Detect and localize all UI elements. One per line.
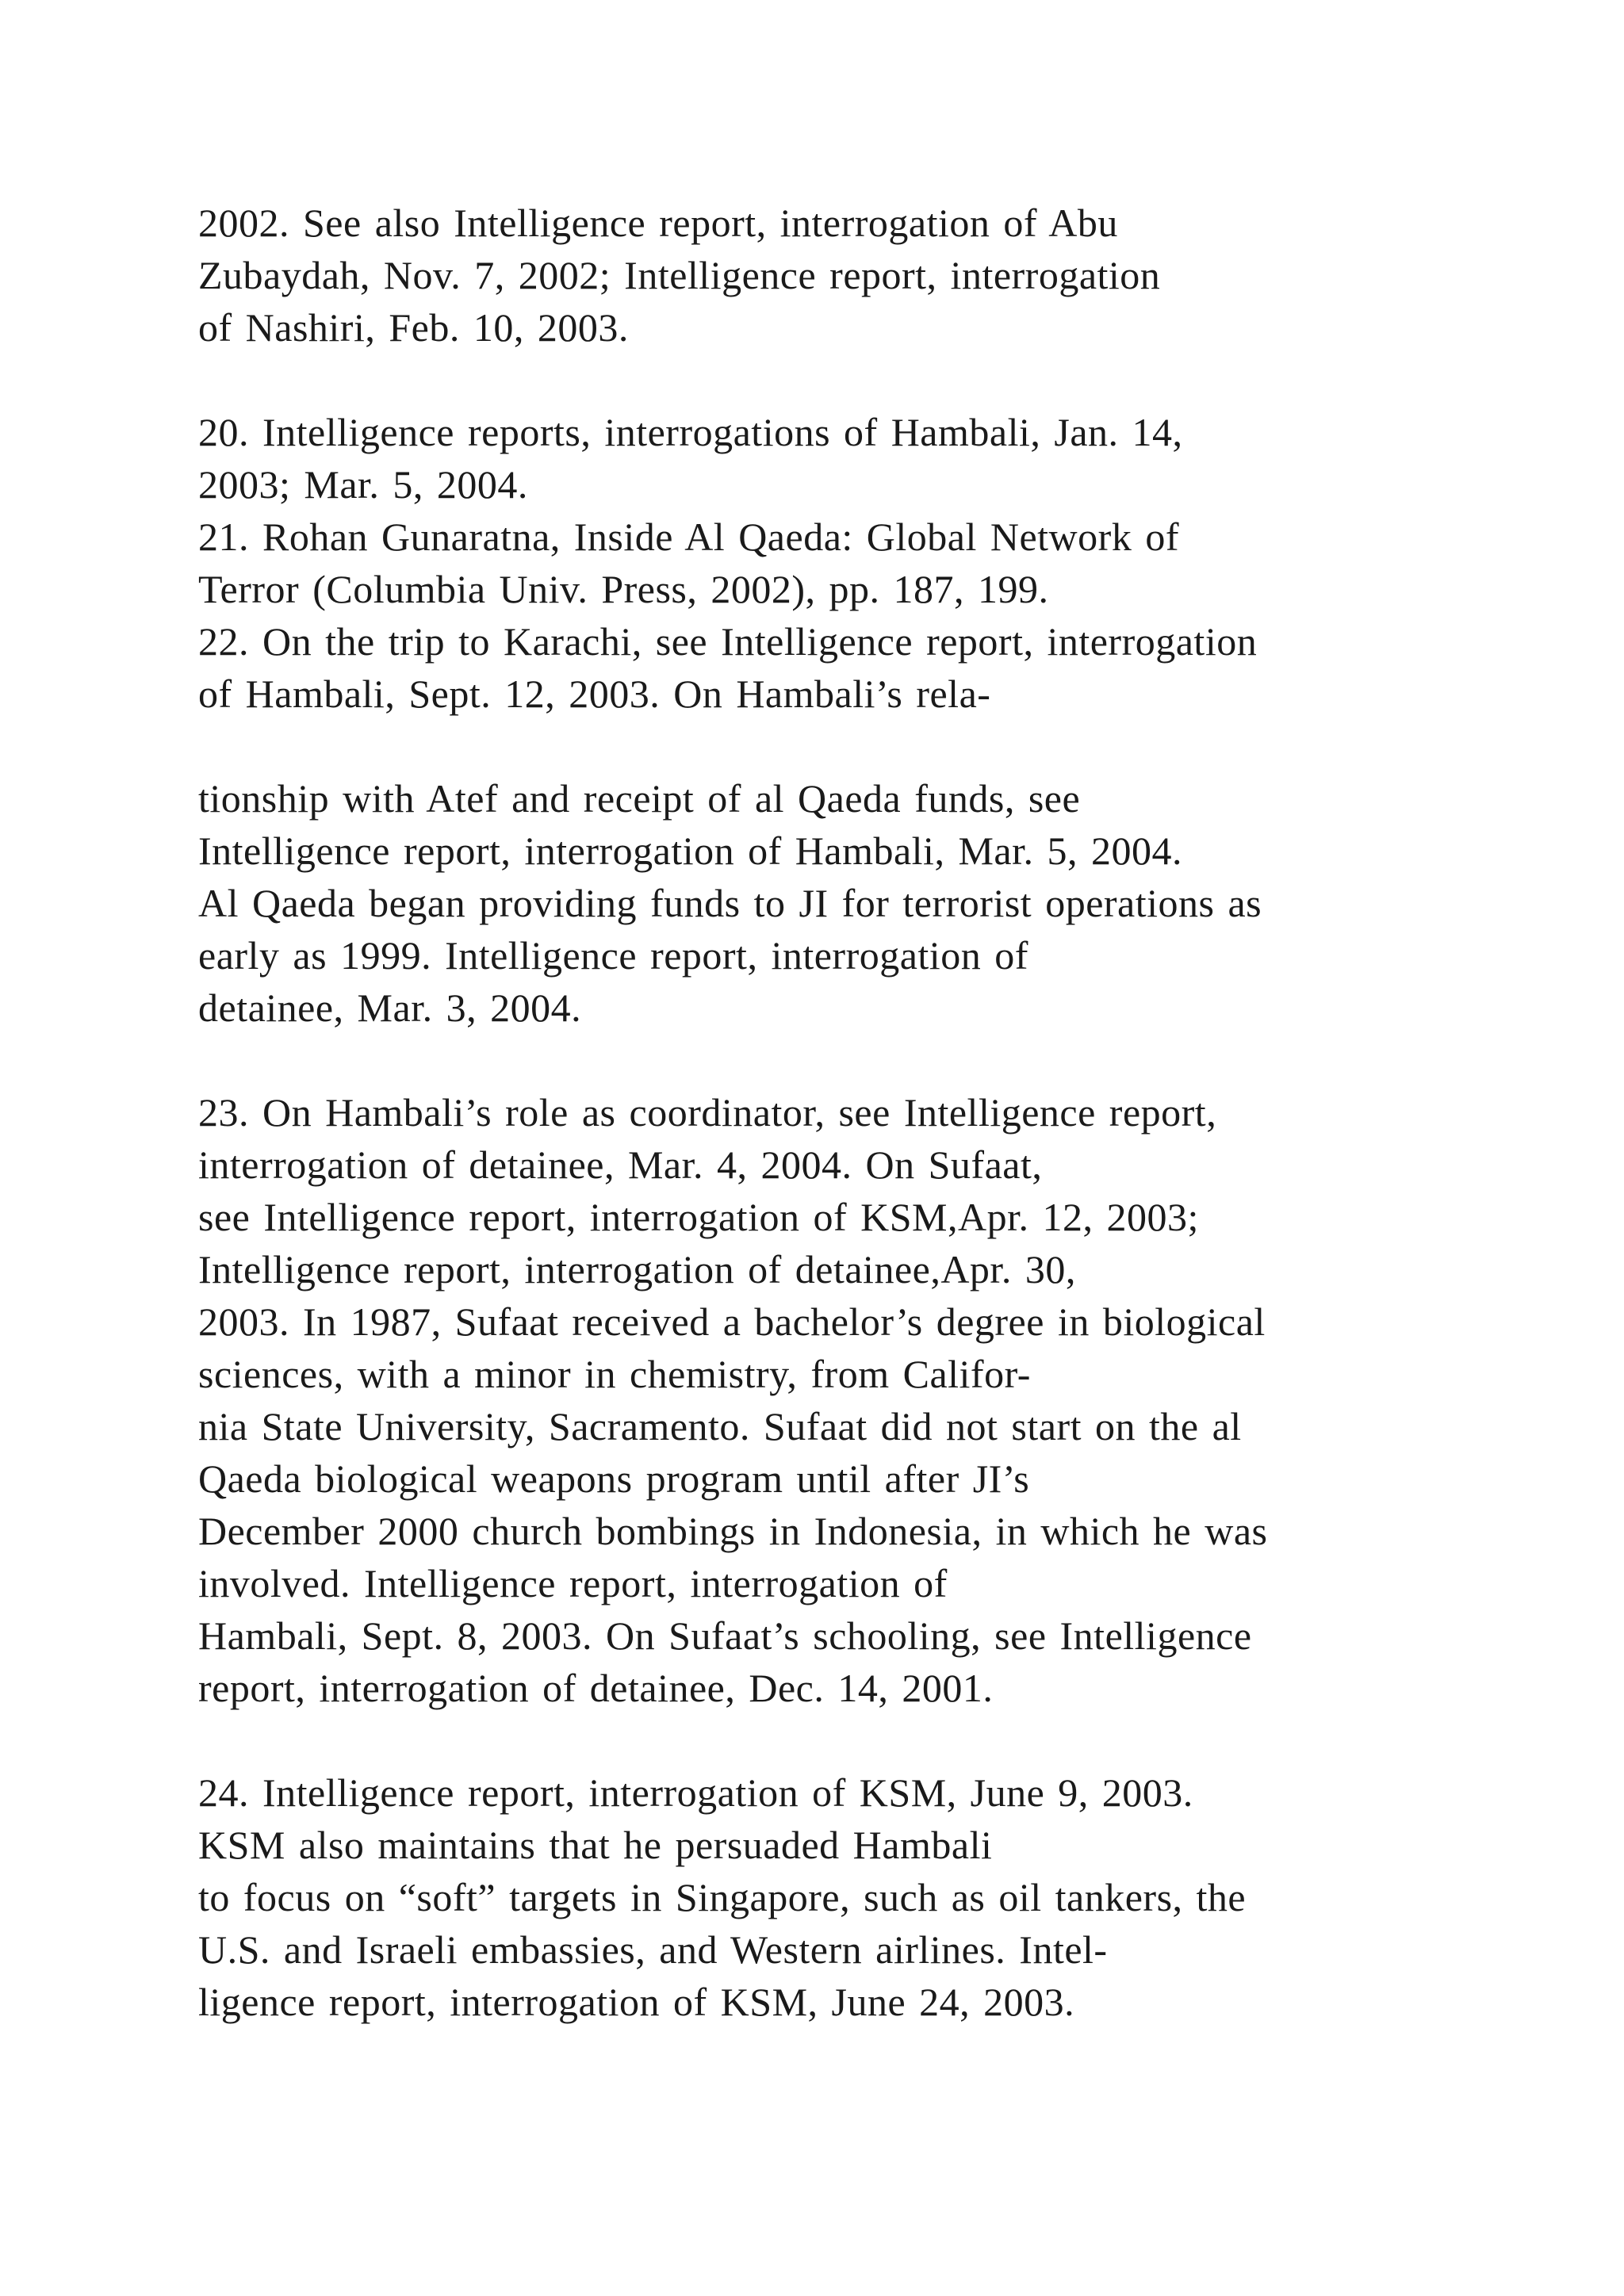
endnotes-text: [198, 197, 1483, 2028]
text-line: 2003. In 1987, Sufaat received a bachelor’s degree in biological: [198, 1299, 1266, 1344]
text-line: Qaeda biological weapons program until after JI’s: [198, 1456, 1030, 1501]
text-line: ligence report, interrogation of KSM, June 24, 2003.: [198, 1980, 1075, 2024]
text-line: early as 1999. Intelligence report, interrogation of: [198, 933, 1028, 978]
paragraph-gap: [198, 720, 1483, 772]
text-line: involved. Intelligence report, interrogation of: [198, 1561, 948, 1605]
text-line: interrogation of detainee, Mar. 4, 2004. On Sufaat,: [198, 1142, 1043, 1187]
text-line: 21. Rohan Gunaratna, Inside Al Qaeda: Global Network of: [198, 515, 1179, 559]
text-line: of Nashiri, Feb. 10, 2003.: [198, 305, 629, 350]
text-line: Al Qaeda began providing funds to JI for terrorist operations as: [198, 881, 1262, 925]
paragraph-gap: [198, 354, 1483, 406]
text-line: report, interrogation of detainee, Dec. 14, 2001.: [198, 1666, 994, 1710]
text-line: 24. Intelligence report, interrogation of KSM, June 9, 2003.: [198, 1770, 1193, 1815]
text-line: detainee, Mar. 3, 2004.: [198, 985, 582, 1030]
text-line: KSM also maintains that he persuaded Hambali: [198, 1823, 993, 1867]
text-line: 2002. See also Intelligence report, interrogation of Abu: [198, 201, 1118, 245]
text-line: 2003; Mar. 5, 2004.: [198, 462, 528, 507]
text-line: Intelligence report, interrogation of detainee,Apr. 30,: [198, 1247, 1076, 1292]
text-line: of Hambali, Sept. 12, 2003. On Hambali’s rela-: [198, 672, 991, 716]
paragraph-gap: [198, 1034, 1483, 1086]
paragraph-gap: [198, 1714, 1483, 1766]
text-line: 23. On Hambali’s role as coordinator, see Intelligence report,: [198, 1090, 1217, 1135]
text-line: Terror (Columbia Univ. Press, 2002), pp. 187, 199.: [198, 567, 1049, 611]
text-line: Hambali, Sept. 8, 2003. On Sufaat’s schooling, see Intelligence: [198, 1613, 1252, 1658]
text-line: U.S. and Israeli embassies, and Western airlines. Intel-: [198, 1927, 1108, 1972]
text-line: Zubaydah, Nov. 7, 2002; Intelligence report, interrogation: [198, 253, 1161, 297]
text-line: to focus on “soft” targets in Singapore, such as oil tankers, the: [198, 1875, 1247, 1919]
text-line: see Intelligence report, interrogation of KSM,Apr. 12, 2003;: [198, 1195, 1199, 1239]
text-line: sciences, with a minor in chemistry, from Califor-: [198, 1352, 1031, 1396]
text-line: 20. Intelligence reports, interrogations of Hambali, Jan. 14,: [198, 410, 1183, 454]
text-line: Intelligence report, interrogation of Hambali, Mar. 5, 2004.: [198, 828, 1182, 873]
text-line: December 2000 church bombings in Indonesia, in which he was: [198, 1509, 1268, 1553]
text-line: nia State University, Sacramento. Sufaat did not start on the al: [198, 1404, 1242, 1448]
text-line: tionship with Atef and receipt of al Qaeda funds, see: [198, 776, 1081, 821]
text-line: 22. On the trip to Karachi, see Intelligence report, interrogation: [198, 619, 1258, 664]
